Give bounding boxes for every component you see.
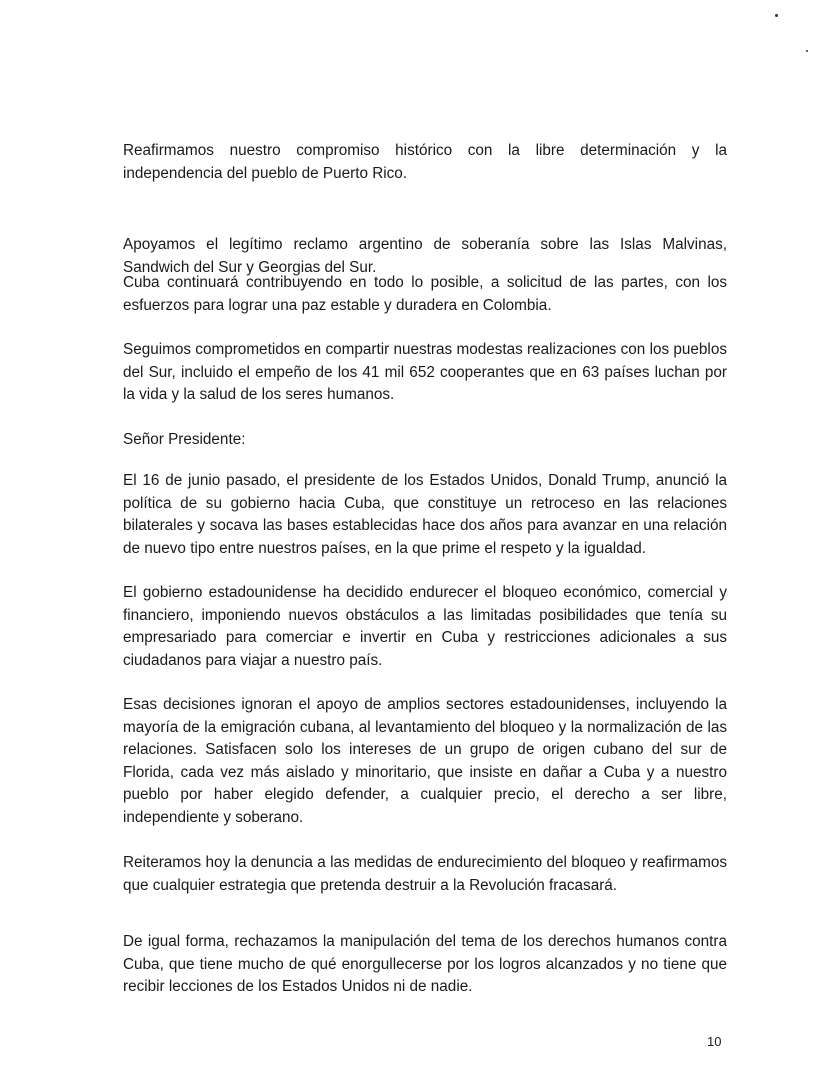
salutation: Señor Presidente: (123, 431, 246, 448)
paragraph-reiteration: Reiteramos hoy la denuncia a las medidas de endurecimiento del bloqueo y reafirmamos que cualquier estrategia que pretenda destruir a la Revolución fracasará. (123, 854, 727, 894)
paragraph-cooperantes: Seguimos comprometidos en compartir nuestras modestas realizaciones con los pueblos del Sur, incluido el empeño de los 41 mil 652 cooperantes que en 63 países luchan por la vida y la salud de los seres humanos. (123, 341, 727, 404)
scan-speck (806, 50, 808, 52)
paragraph-human-rights: De igual forma, rechazamos la manipulación del tema de los derechos humanos contra Cuba, que tiene mucho de qué enorgullecerse por los logros alcanzados y no tiene que recibir lecciones de los Estados Unidos ni de nadie. (123, 933, 727, 996)
paragraph-malvinas: Apoyamos el legítimo reclamo argentino de soberanía sobre las Islas Malvinas, Sandwich del Sur y Georgias del Sur. (123, 236, 727, 276)
paragraph-blockade: El gobierno estadounidense ha decidido endurecer el bloqueo económico, comercial y financiero, imponiendo nuevos obstáculos a las limitadas posibilidades que tenía su empresariado para comerciar e invertir en Cuba y restricciones adicionales a sus ciudadanos para viajar a nuestro país. (123, 584, 727, 669)
page-number: 10 (707, 1034, 722, 1049)
paragraph-trump-policy: El 16 de junio pasado, el presidente de los Estados Unidos, Donald Trump, anunció la política de su gobierno hacia Cuba, que constituye un retroceso en las relaciones bilaterales y socava las bases establecidas hace dos años para avanzar en una relación de nuevo tipo entre nuestros países, en la que prime el respeto y la igualdad. (123, 472, 727, 557)
paragraph-colombia: Cuba continuará contribuyendo en todo lo posible, a solicitud de las partes, con los esfuerzos para lograr una paz estable y duradera en Colombia. (123, 274, 727, 314)
paragraph-puerto-rico: Reafirmamos nuestro compromiso histórico con la libre determinación y la independencia del pueblo de Puerto Rico. (123, 142, 727, 182)
paragraph-decisions: Esas decisiones ignoran el apoyo de amplios sectores estadounidenses, incluyendo la mayoría de la emigración cubana, al levantamiento del bloqueo y la normalización de las relaciones. Satisfacen solo los intereses de un grupo de origen cubano del sur de Florida, cada vez más aislado y minoritario, que insiste en dañar a Cuba y a nuestro pueblo por haber elegido defender, a cualquier precio, el derecho a ser libre, independiente y soberano. (123, 696, 727, 826)
scan-speck (775, 14, 778, 17)
